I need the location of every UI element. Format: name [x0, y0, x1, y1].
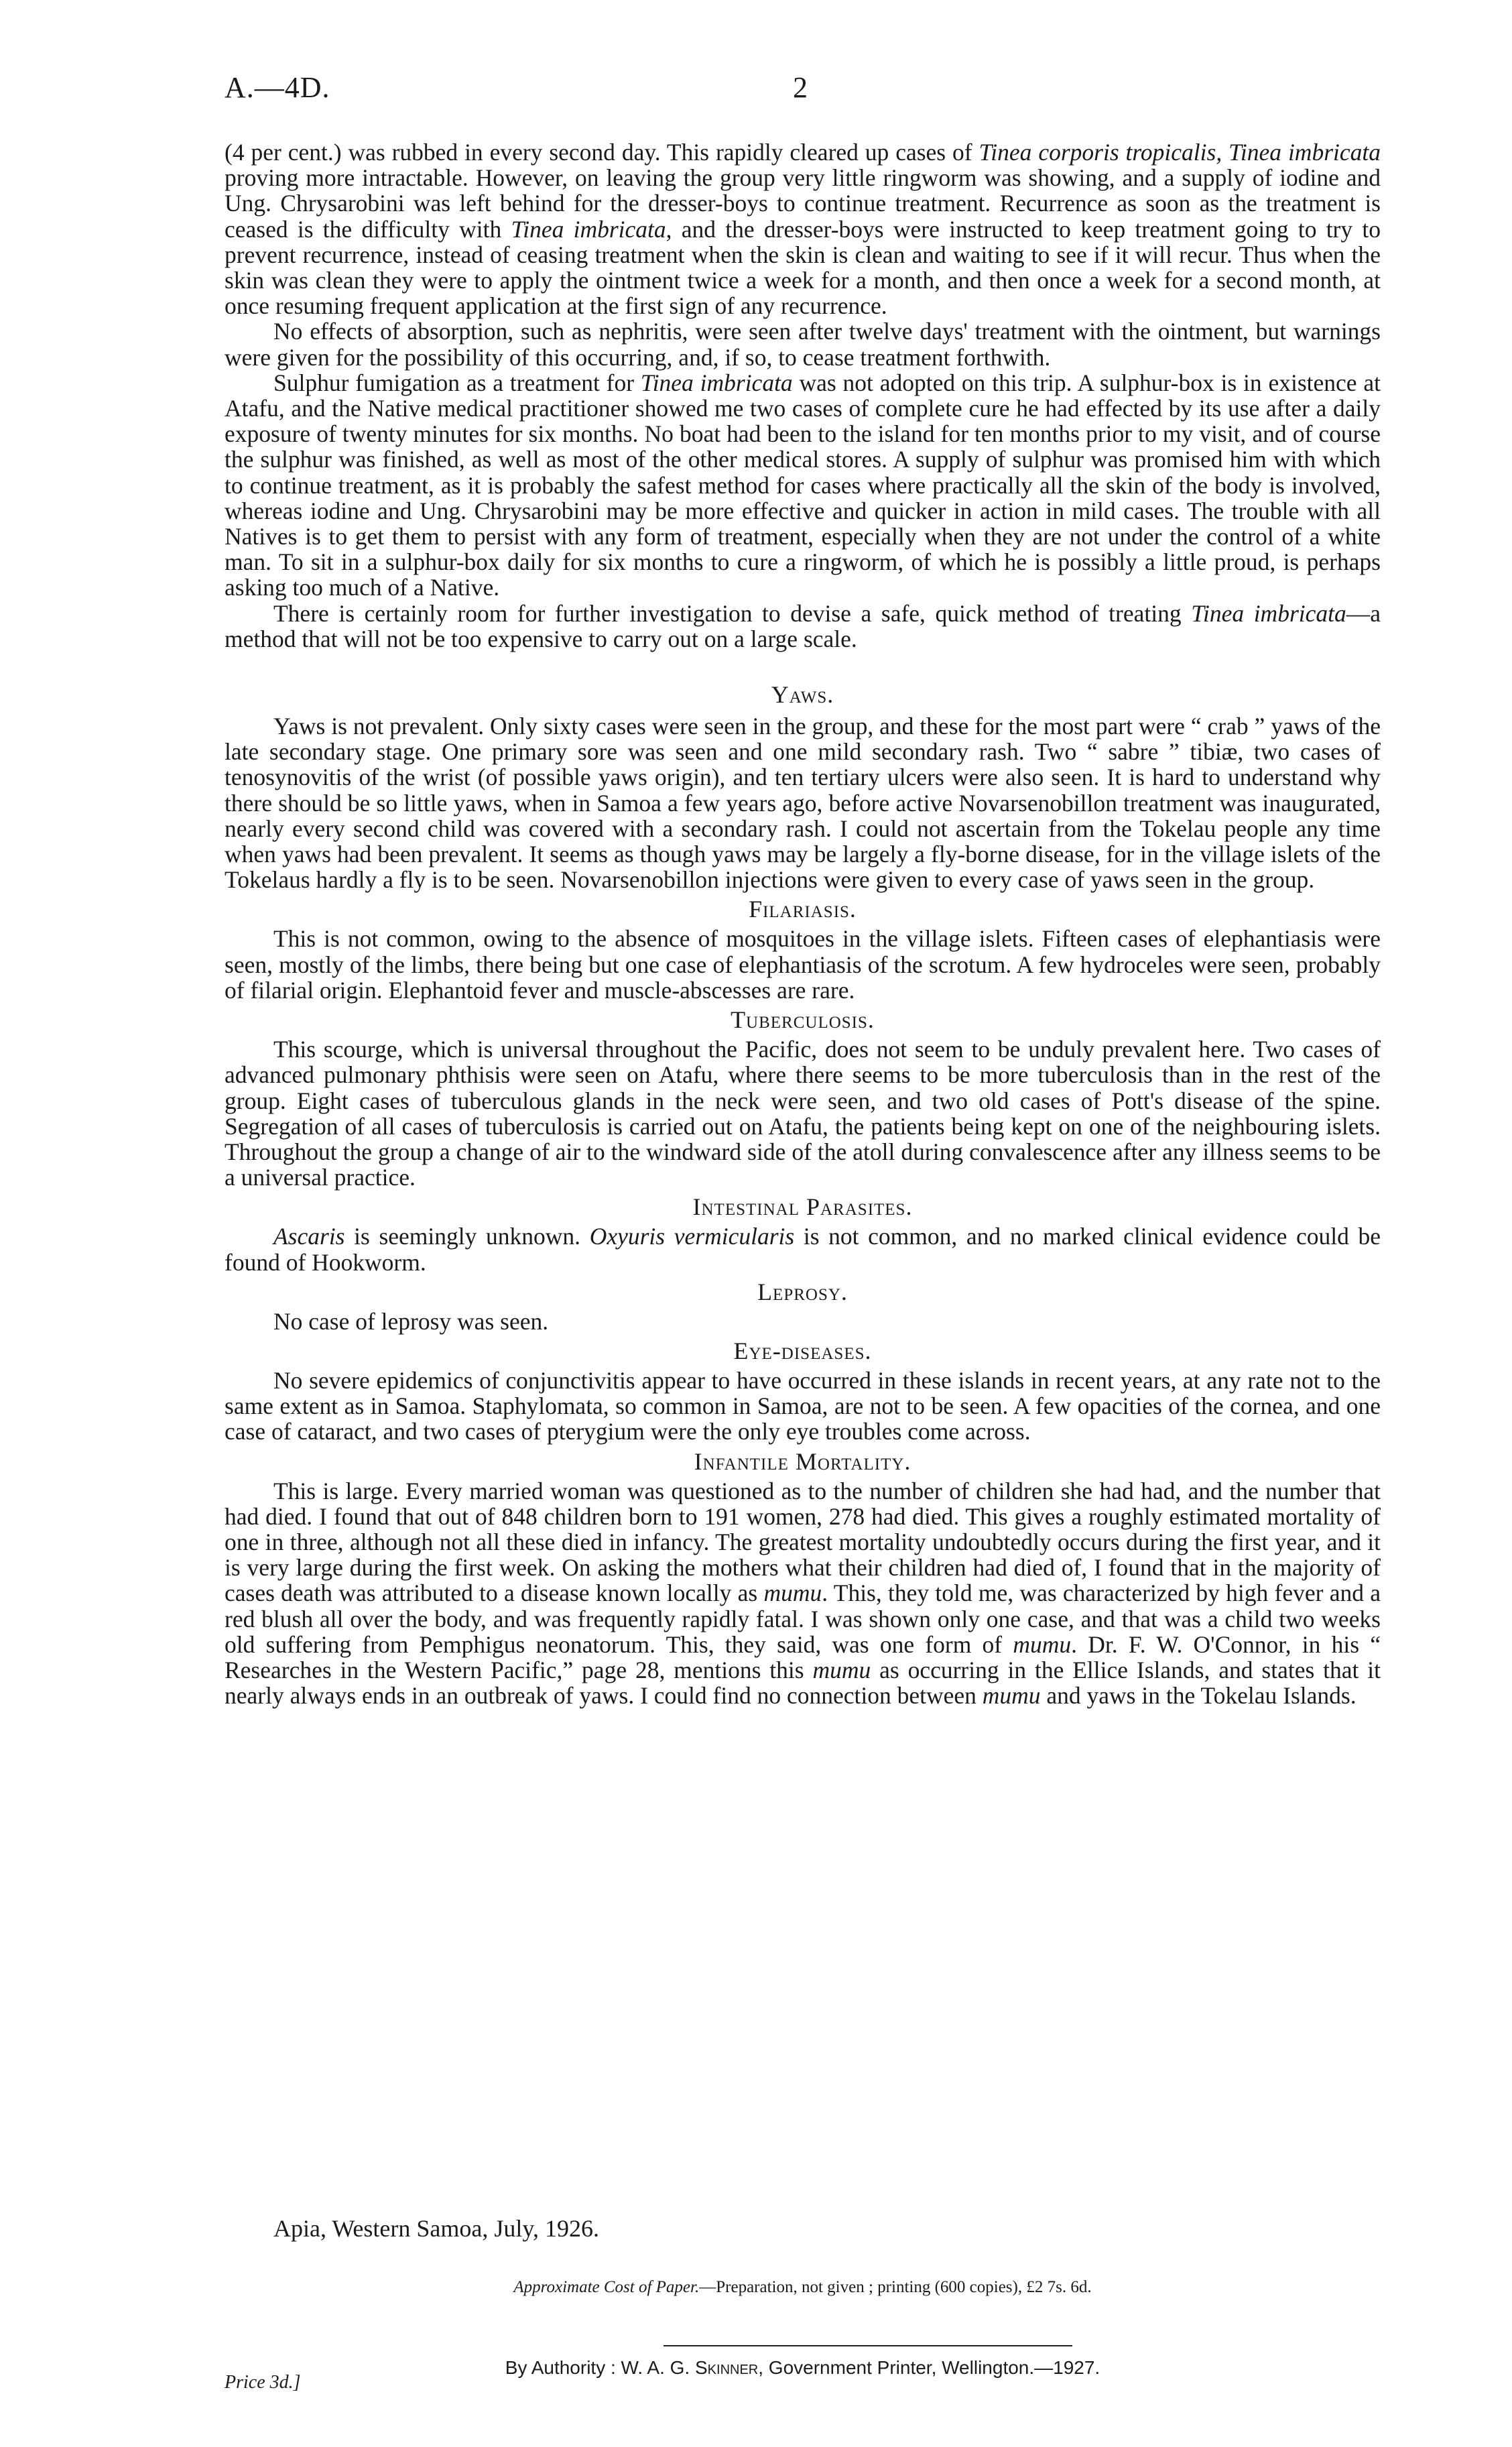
section-heading: Tuberculosis.	[731, 1006, 875, 1034]
section-heading: Yaws.	[771, 681, 834, 709]
section-heading: Intestinal Parasites.	[692, 1193, 913, 1221]
italic-term: Tinea corporis tropicalis, Tinea imbricata	[979, 139, 1381, 166]
page-number: 2	[793, 71, 808, 104]
paragraph: This scourge, which is universal throughout the Pacific, does not seem to be unduly prevalent here. Two cases of advanced pulmonary phthisis were seen on Atafu, where there seems to be more tuberculosis than in the rest of the group. Eight cases of tuberculous glands in the neck were seen, and two old cases of Pott's disease of the spine. Segregation of all cases of tuberculosis is carried out on Atafu, the patients being kept on one of the neighbouring islets. Throughout the group a change of air to the windward side of the atoll during convalescence after any illness seems to be a universal practice.	[225, 1036, 1381, 1191]
cost-label: Approximate Cost of Paper.	[513, 2278, 700, 2296]
italic-term: mumu	[812, 1656, 871, 1683]
italic-term: Tinea imbricata	[511, 215, 666, 243]
printer-authority	[225, 2357, 1381, 2379]
authority-suffix: , Government Printer, Wellington.—1927.	[758, 2357, 1100, 2378]
cost-text: —Preparation, not given ; printing (600 copies), £2 7s. 6d.	[699, 2278, 1092, 2296]
paragraph: No effects of absorption, such as nephritis, were seen after twelve days' treatment with the ointment, but warnings were given for the possibility of this occurring, and, if so, to cease treatment forthwith.	[225, 318, 1381, 371]
report-body	[225, 139, 1381, 1708]
signoff: Apia, Western Samoa, July, 1926.	[273, 2215, 600, 2242]
paragraph: No case of leprosy was seen.	[273, 1307, 549, 1335]
italic-term: Tinea imbricata	[1191, 599, 1346, 627]
italic-term: mumu	[763, 1579, 822, 1607]
italic-term: Oxyuris vermicularis	[589, 1223, 795, 1250]
paragraph: This is large. Every married woman was questioned as to the number of children she had had, and the number that had died. I found that out of 848 children born to 191 women, 278 had died. This gives a roughly estimated mortality of one in three, although not all these died in infancy. The greatest mortality undoubtedly occurs during the first year, and it is very large during the first week. On asking the mothers what their children had died of, I found that in the majority of cases death was attributed to a disease known locally as mumu. This, they told me, was characterized by high fever and a red blush all over the body, and was frequently rapidly fatal. I was shown only one case, and that was a child two weeks old suffering from Pemphigus neonatorum. This, they said, was one form of mumu. Dr. F. W. O'Connor, in his “ Researches in the Western Pacific,” page 28, mentions this mumu as occurring in the Ellice Islands, and states that it nearly always ends in an outbreak of yaws. I could find no connection between mumu and yaws in the Tokelau Islands.	[225, 1477, 1381, 1710]
paragraph: (4 per cent.) was rubbed in every second day. This rapidly cleared up cases of Tinea corporis tropicalis, Tinea imbricata proving more intractable. However, on leaving the group very little ringworm was showing, and a supply of iodine and Ung. Chrysarobini was left behind for the dresser-boys to continue treatment. Recurrence as soon as the treatment is ceased is the difficulty with Tinea imbricata, and the dresser-boys were instructed to keep treatment going to try to prevent recurrence, instead of ceasing treatment when the skin is clean and waiting to see if it will recur. Thus when the skin was clean they were to apply the ointment twice a week for a month, and then once a week for a second month, at once resuming frequent application at the first sign of any recurrence.	[225, 139, 1381, 320]
authority-prefix: By Authority : W. A. G.	[505, 2357, 695, 2378]
printer-name: Skinner	[695, 2357, 759, 2378]
italic-term: mumu	[982, 1682, 1041, 1710]
italic-term: Tinea imbricata	[640, 369, 793, 396]
paragraph: There is certainly room for further investigation to devise a safe, quick method of treating Tinea imbricata—a method that will not be too expensive to carry out on a large scale.	[225, 599, 1381, 652]
section-heading: Filariasis.	[749, 896, 857, 923]
paragraph: Sulphur fumigation as a treatment for Tinea imbricata was not adopted on this trip. A sulphur-box is in existence at Atafu, and the Native medical practitioner showed me two cases of complete cure he had effected by its use after a daily exposure of twenty minutes for six months. No boat had been to the island for ten months prior to my visit, and of course the sulphur was finished, as well as most of the other medical stores. A supply of sulphur was promised him with which to continue treatment, as it is probably the safest method for cases where practically all the skin of the body is involved, whereas iodine and Ung. Chrysarobini may be more effective and quicker in action in mild cases. The trouble with all Natives is to get them to persist with any form of treatment, especially when they are not under the control of a white man. To sit in a sulphur-box daily for six months to cure a ringworm, of which he is possibly a little proud, is perhaps asking too much of a Native.	[225, 369, 1381, 601]
italic-term: mumu	[1013, 1630, 1072, 1658]
section-heading: Leprosy.	[757, 1278, 848, 1305]
cost-note	[225, 2278, 1381, 2297]
report-reference: A.—4D.	[225, 71, 330, 104]
section-heading: Eye-diseases.	[733, 1337, 872, 1364]
paragraph: This is not common, owing to the absence of mosquitoes in the village islets. Fifteen cases of elephantiasis were seen, mostly of the limbs, there being but one case of elephantiasis of the scrotum. A few hydroceles were seen, probably of filarial origin. Elephantoid fever and muscle-abscesses are rare.	[225, 925, 1381, 1004]
paragraph: Yaws is not prevalent. Only sixty cases were seen in the group, and these for the most part were “ crab ” yaws of the late secondary stage. One primary sore was seen and one mild secondary rash. Two “ sabre ” tibiæ, two cases of tenosynovitis of the wrist (of possible yaws origin), and ten tertiary ulcers were also seen. It is hard to understand why there should be so little yaws, when in Samoa a few years ago, before active Novarsenobillon treatment was inaugurated, nearly every second child was covered with a secondary rash. I could not ascertain from the Tokelau people any time when yaws had been prevalent. It seems as though yaws may be largely a fly-borne disease, for in the village islets of the Tokelaus hardly a fly is to be seen. Novarsenobillon injections were given to every case of yaws seen in the group.	[225, 713, 1381, 894]
price: Price 3d.]	[225, 2372, 301, 2393]
paragraph: No severe epidemics of conjunctivitis appear to have occurred in these islands in recent years, at any rate not to the same extent as in Samoa. Staphylomata, so common in Samoa, are not to be seen. A few opacities of the cornea, and one case of cataract, and two cases of pterygium were the only eye troubles come across.	[225, 1366, 1381, 1445]
footer-divider	[664, 2345, 1072, 2346]
italic-term: Ascaris	[273, 1223, 345, 1250]
section-heading: Infantile Mortality.	[694, 1447, 911, 1475]
paragraph: Ascaris is seemingly unknown. Oxyuris vermicularis is not common, and no marked clinical evidence could be found of Hookworm.	[225, 1223, 1381, 1276]
